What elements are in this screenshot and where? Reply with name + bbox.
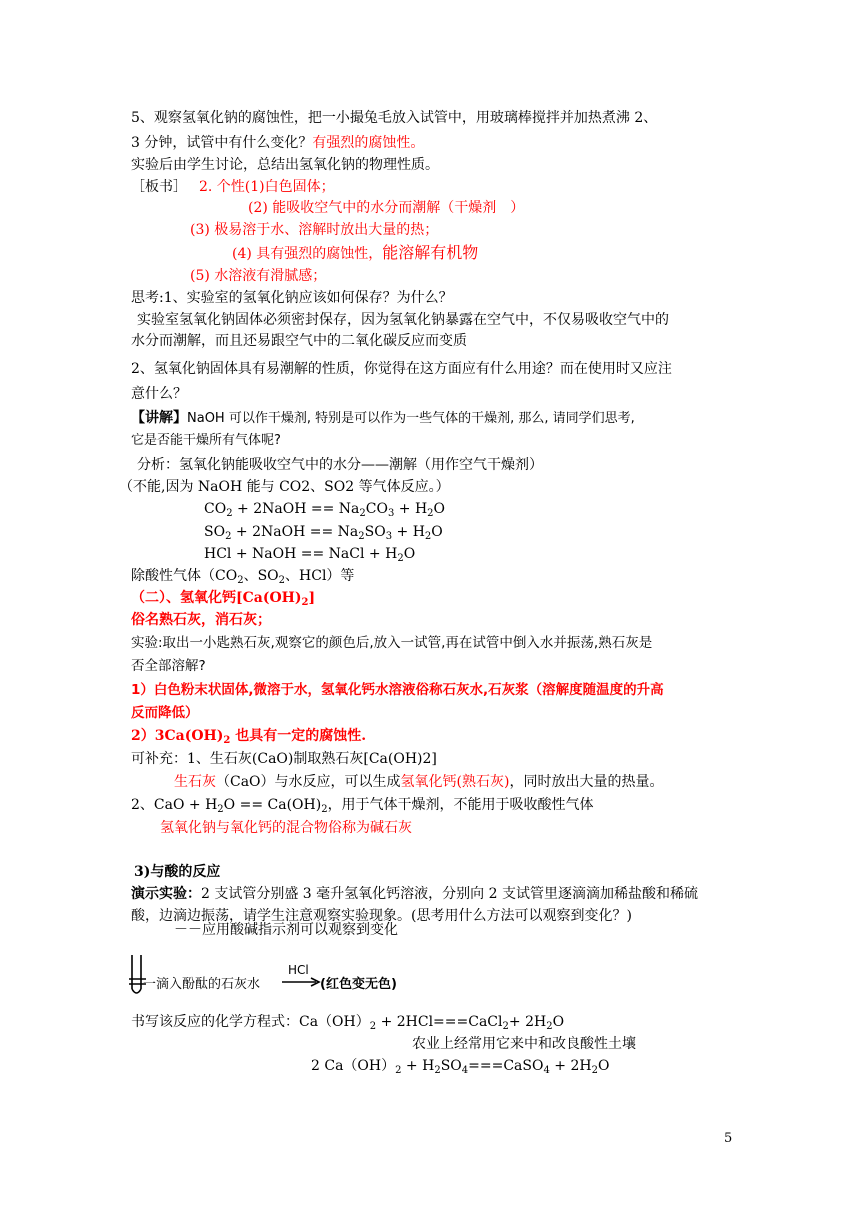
text-line: (4) 具有强烈的腐蚀性，能溶解有机物	[232, 243, 479, 262]
text-line: (2) 能吸收空气中的水分而潮解（干燥剂 ）	[248, 200, 525, 216]
text-line: 氢氧化钠与氧化钙的混合物俗称为碱石灰	[160, 820, 412, 836]
text-line: 否全部溶解?	[131, 658, 206, 674]
text-line: （不能,因为 NaOH 能与 CO2、SO2 等气体反应。）	[119, 479, 450, 495]
equation: $CO_2$ + 2NaOH == $Na_2CO_3 + H_2O$	[204, 501, 446, 519]
handwritten-result: (红色变无色)	[320, 977, 397, 992]
text-line: 5、观察氢氧化钠的腐蚀性，把一小撮兔毛放入试管中，用玻璃棒搅拌并加热煮沸 2、	[131, 110, 658, 126]
text-line: $2)3Ca(OH)_2$ 也具有一定的腐蚀性.	[131, 728, 367, 746]
text-line: 演示实验：2 支试管分别盛 3 毫升氢氧化钙溶液，分别向 2 支试管里逐滴滴加稀盐酸和稀硫	[131, 886, 698, 902]
equation: HCl + NaOH == NaCl + $H_2O$	[204, 546, 416, 564]
handwritten-diagram	[126, 953, 466, 999]
text-line: 3 分钟，试管中有什么变化？有强烈的腐蚀性。	[131, 135, 425, 151]
text-line: 反而降低）	[131, 705, 199, 721]
board-heading: ［板书］ 2. 个性(1)白色固体；	[131, 179, 335, 195]
text-line: 生石灰（CaO）与水反应，可以生成氢氧化钙(熟石灰)，同时放出大量的热量。	[174, 774, 664, 790]
text-line: (5) 水溶液有滑腻感；	[190, 268, 327, 284]
arrow-icon	[282, 977, 322, 987]
text-line: 2、氢氧化钠固体具有易潮解的性质，你觉得在这方面应有什么用途？而在使用时又应注	[131, 361, 672, 377]
text-line: (3) 极易溶于水、溶解时放出大量的热；	[190, 222, 439, 238]
text-line: 水分而潮解，而且还易跟空气中的二氧化碳反应而变质	[131, 333, 467, 349]
text-line: 酸，边滴边振荡，请学生注意观察实验现象。(思考用什么方法可以观察到变化？)	[131, 908, 632, 924]
text-line: 除酸性气体（$CO_2$、$SO_2$、HCl）等	[131, 568, 355, 586]
text-line: 2、CaO + $H_2O == Ca(OH)_2$，用于气体干燥剂，不能用于吸收酸性气体	[131, 797, 594, 815]
text-line: 1）白色粉末状固体,微溶于水，氢氧化钙水溶液俗称石灰水,石灰浆（溶解度随温度的升高	[131, 682, 664, 698]
text-line: 它是否能干燥所有气体呢?	[131, 433, 281, 448]
text-line: 可补充：1、生石灰(CaO)制取熟石灰[Ca(OH)2]	[131, 751, 437, 767]
text-line: 俗名熟石灰，消石灰；	[131, 612, 271, 628]
reagent-label: HCl	[288, 963, 309, 977]
text-line: 分析：氢氧化钠能吸收空气中的水分——潮解（用作空气干燥剂）	[137, 457, 543, 473]
text-line: 实验室氢氧化钠固体必须密封保存，因为氢氧化钠暴露在空气中，不仅易吸收空气中的	[137, 312, 669, 328]
equation: $SO_2$ + 2NaOH == $Na_2SO_3 + H_2O$	[204, 524, 443, 542]
section-heading: （二）、氢氧化钙$[Ca(OH)_2]$	[131, 590, 316, 608]
text-line: 思考:1、实验室的氢氧化钠应该如何保存？为什么？	[131, 290, 453, 306]
page-number: 5	[724, 1131, 733, 1146]
text-line: 【讲解】NaOH 可以作干燥剂, 特别是可以作为一些气体的干燥剂, 那么, 请同学们思考,	[131, 410, 635, 426]
text-line: 实验后由学生讨论，总结出氢氧化钠的物理性质。	[131, 157, 439, 173]
subsection-heading: 3)与酸的反应	[134, 864, 221, 880]
handwritten-label: 一滴入酚酞的石灰水	[143, 977, 261, 992]
text-line: 实验:取出一小匙熟石灰,观察它的颜色后,放入一试管,再在试管中倒入水并振荡,熟石灰是	[131, 635, 653, 651]
equation: 书写该反应的化学方程式：$Ca(OH)_2$ + 2HCl===CaCl$_2$+ $2H_2O$	[131, 1014, 565, 1032]
text-line: －－应用酸碱指示剂可以观察到变化	[174, 922, 398, 938]
equation: 2 $Ca(OH)_2$ + $H_2SO_4===CaSO_4 + 2H_2O$	[311, 1058, 610, 1076]
text-line: 农业上经常用它来中和改良酸性土壤	[412, 1036, 636, 1052]
text-line: 意什么？	[131, 386, 187, 402]
